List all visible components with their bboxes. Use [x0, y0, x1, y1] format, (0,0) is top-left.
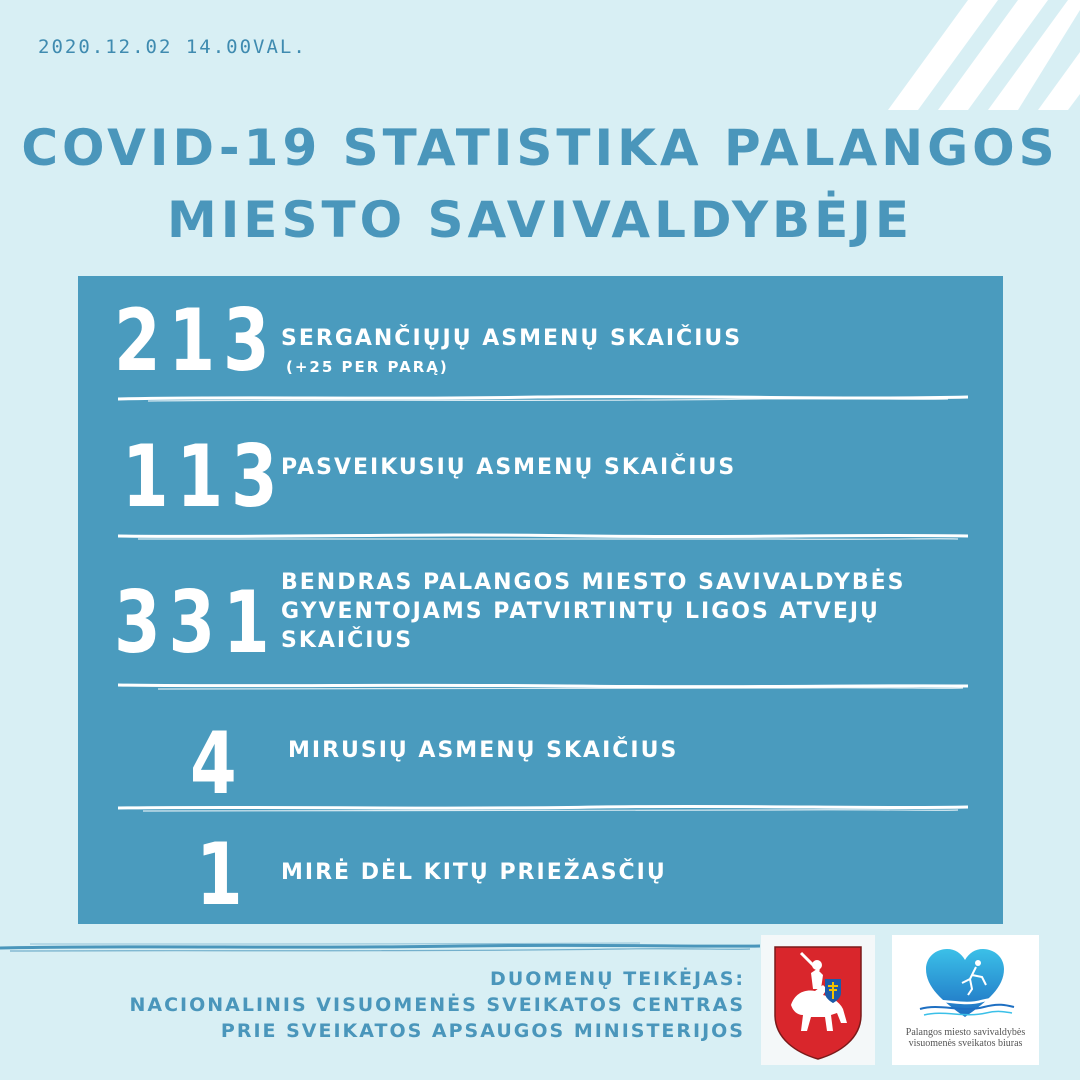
decorative-stripes [820, 0, 1080, 110]
stat-label [281, 568, 906, 655]
provider-line-2: NACIONALINIS VISUOMENĖS SVEIKATOS CENTRAS [129, 994, 745, 1016]
footer-brush-line [0, 936, 760, 958]
divider [118, 680, 968, 692]
stat-label-line-1: BENDRAS PALANGOS MIESTO SAVIVALDYBĖS [281, 570, 906, 595]
heart-wave-icon [892, 935, 1039, 1027]
stat-value: 213 [114, 291, 278, 391]
coat-of-arms-logo [761, 935, 875, 1065]
provider-line-1: DUOMENŲ TEIKĖJAS: [490, 968, 745, 990]
health-bureau-caption [892, 1027, 1039, 1049]
stat-label: PASVEIKUSIŲ ASMENŲ SKAIČIUS [281, 455, 737, 480]
divider [118, 392, 968, 404]
stat-sublabel: (+25 PER PARĄ) [286, 358, 449, 376]
stat-value: 113 [122, 427, 286, 527]
health-bureau-caption-line-2: visuomenės sveikatos biuras [908, 1038, 1023, 1049]
stats-panel [78, 276, 1003, 924]
health-bureau-caption-line-1: Palangos miesto savivaldybės [905, 1027, 1026, 1038]
stat-value: 4 [190, 714, 245, 814]
coat-of-arms-icon [761, 935, 875, 1065]
stat-value: 1 [196, 825, 251, 925]
title-line-1: COVID-19 STATISTIKA PALANGOS [21, 119, 1059, 177]
stat-value: 331 [114, 573, 278, 673]
stat-label-line-2: GYVENTOJAMS PATVIRTINTŲ LIGOS ATVEJŲ [281, 599, 880, 624]
page-title [0, 112, 1080, 256]
health-bureau-logo [892, 935, 1039, 1065]
stat-label: MIRUSIŲ ASMENŲ SKAIČIUS [288, 738, 679, 763]
data-provider [129, 966, 745, 1044]
divider [118, 530, 968, 542]
divider [118, 802, 968, 814]
date-label: 2020.12.02 14.00VAL. [38, 36, 307, 58]
provider-line-3: PRIE SVEIKATOS APSAUGOS MINISTERIJOS [220, 1020, 745, 1042]
stat-label-line-3: SKAIČIUS [281, 628, 414, 653]
stat-label: MIRĖ DĖL KITŲ PRIEŽASČIŲ [281, 860, 667, 885]
title-line-2: MIESTO SAVIVALDYBĖJE [166, 191, 914, 249]
stat-label: SERGANČIŲJŲ ASMENŲ SKAIČIUS [281, 326, 743, 351]
